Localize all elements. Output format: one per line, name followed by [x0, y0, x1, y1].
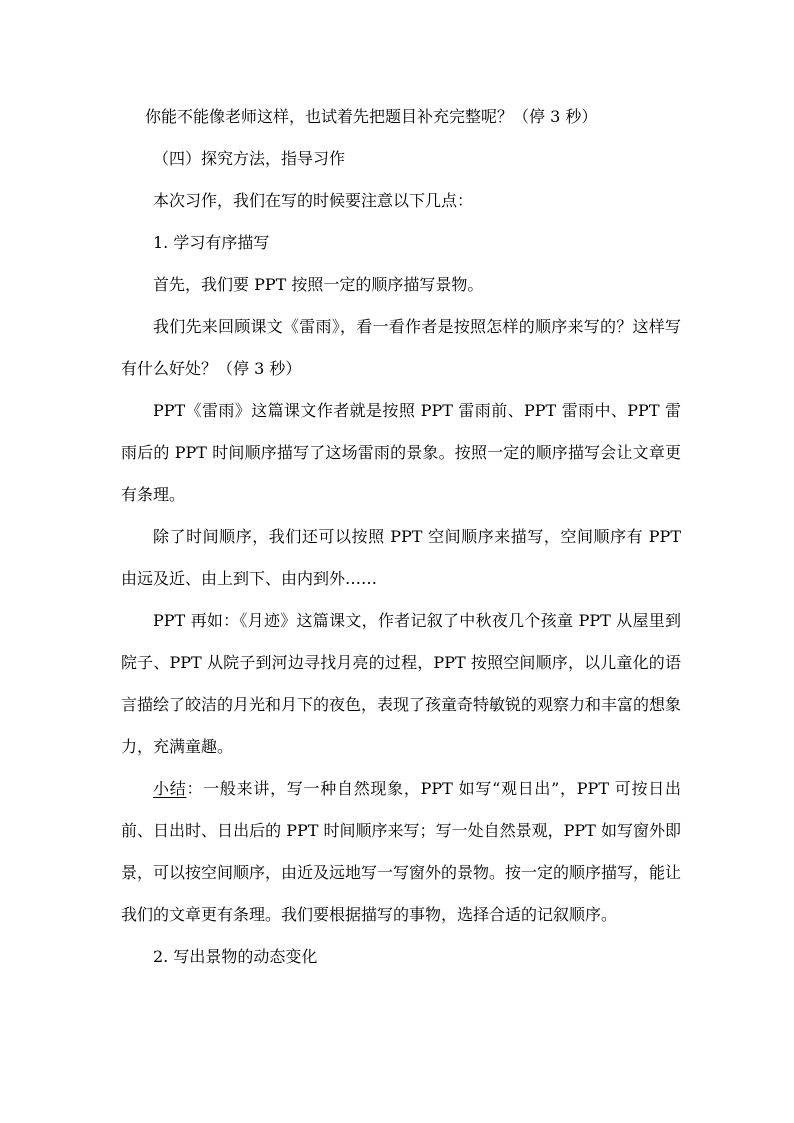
summary-label: 小结 — [153, 779, 187, 798]
subheading-ordered-description: 1. 学习有序描写 — [153, 233, 270, 252]
summary-text: ：一般来讲，写一种自然现象，PPT 如写“观日出”，PPT 可按日出前、日出时、日出后的 PPT 时间顺序来写；写一处自然景观，PPT 如写窗外即景，可以按空间顺序，由近及远地写一写窗外的景物。按一定的顺序描写，能让我们的文章更有条理。我们要根据描写的事物，选择合适的记叙顺序。 — [121, 779, 682, 924]
paragraph-leiyu-time-order: PPT《雷雨》这篇课文作者就是按照 PPT 雷雨前、PPT 雷雨中、PPT 雷雨后的 PPT 时间顺序描写了这场雷雨的景象。按照一定的顺序描写会让文章更有条理。 — [121, 401, 681, 504]
subheading-dynamic-change: 2. 写出景物的动态变化 — [153, 947, 318, 966]
paragraph-summary — [121, 768, 681, 936]
section-heading-explore-methods: （四）探究方法，指导习作 — [153, 149, 346, 168]
document-body — [121, 96, 681, 978]
paragraph-review-leiyu: 我们先来回顾课文《雷雨》，看一看作者是按照怎样的顺序来写的？这样写有什么好处？（停 3 秒） — [121, 317, 681, 378]
paragraph-yueji-example: PPT 再如：《月迹》这篇课文，作者记叙了中秋夜几个孩童 PPT 从屋里到院子、PPT 从院子到河边寻找月亮的过程，PPT 按照空间顺序，以儿童化的语言描绘了皎洁的月光和月下的夜色，表现了孩童奇特敏锐的观察力和丰富的想象力，充满童趣。 — [121, 611, 682, 756]
paragraph-space-order: 除了时间顺序，我们还可以按照 PPT 空间顺序来描写，空间顺序有 PPT 由远及近、由上到下、由内到外…… — [121, 527, 681, 588]
paragraph-first-order: 首先，我们要 PPT 按照一定的顺序描写景物。 — [153, 275, 484, 294]
paragraph-prompt-question: 你能不能像老师这样，也试着先把题目补充完整呢？（停 3 秒） — [145, 107, 598, 126]
paragraph-intro-points: 本次习作，我们在写的时候要注意以下几点： — [153, 191, 474, 210]
